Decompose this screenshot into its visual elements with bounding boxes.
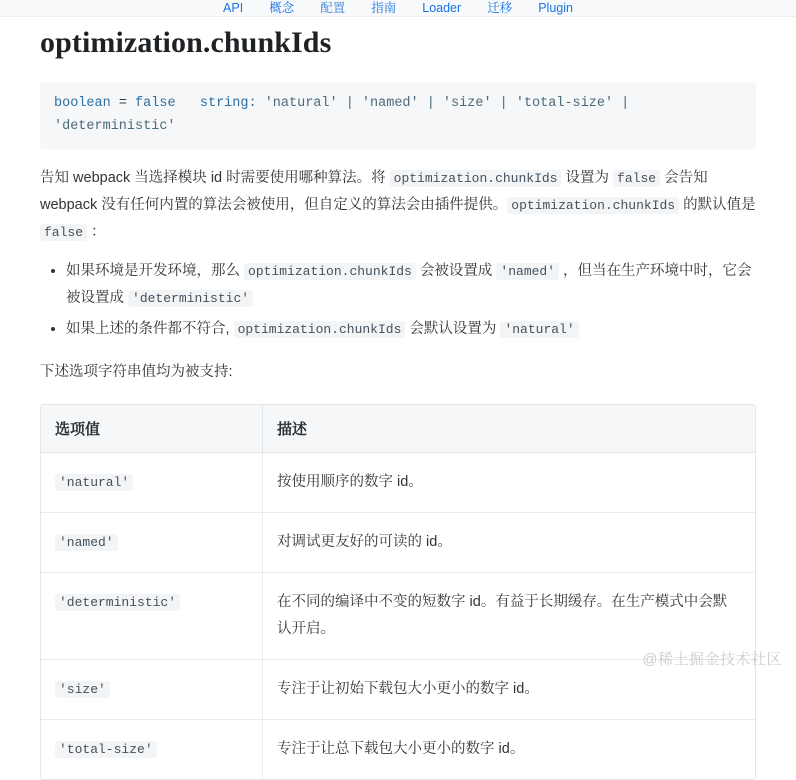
nav-item-loader[interactable]: Loader [422,1,462,15]
bullet2-text-1: 如果上述的条件都不符合, [66,321,234,337]
table-cell-desc: 按使用顺序的数字 id。 [263,453,756,513]
table-cell-value [41,573,263,660]
bullet2-code-2: 'natural' [500,321,578,338]
table-header-value: 选项值 [41,405,263,453]
table-row [41,513,755,573]
watermark: @稀土掘金技术社区 [642,651,782,668]
signature-equals: = [118,96,127,111]
desc-text-2: 设置为 [561,170,614,186]
behavior-list [40,258,756,343]
nav-item-concepts[interactable]: 概念 [269,1,295,15]
table-cell-desc: 在不同的编译中不变的短数字 id。有益于长期缓存。在生产模式中会默认开启。 [263,573,756,660]
table-row [41,573,755,660]
nav-item-guides[interactable]: 指南 [371,1,397,15]
signature-default: false [135,96,176,111]
table-header-row [41,405,755,453]
list-item [66,258,756,312]
nav-item-api[interactable]: API [223,1,244,15]
option-value-deterministic: 'deterministic' [55,594,180,611]
table-header-desc: 描述 [263,405,756,453]
option-value-size: 'size' [55,681,110,698]
table-cell-value [41,513,263,573]
desc-text-3: 会告知 webpack 没有任何内置的算法会被使用，但自定义的算法会由插件提供。 [40,170,708,213]
signature-type: boolean [54,96,111,111]
desc-text-4: 的默认值是 [679,197,756,213]
description-paragraph [40,165,756,246]
bullet1-code-3: 'deterministic' [128,290,253,307]
desc-text-1: 告知 webpack 当选择模块 id 时需要使用哪种算法。将 [40,170,390,186]
option-value-total-size: 'total-size' [55,741,157,758]
page-title: optimization.chunkIds [40,26,332,59]
table-intro: 下述选项字符串值均为被支持: [40,364,233,380]
table-row [41,660,755,720]
table-cell-value [41,720,263,780]
bullet1-code-1: optimization.chunkIds [244,263,416,280]
table-cell-desc: 专注于让总下载包大小更小的数字 id。 [277,741,525,757]
type-signature [40,82,756,149]
bullet1-code-2: 'named' [496,263,559,280]
bullet1-text-2: 会被设置成 [415,263,497,279]
table-row [41,720,755,780]
desc-code-1: optimization.chunkIds [390,170,562,187]
options-table [41,405,755,779]
table-cell-desc: 对调试更友好的可读的 id。 [263,513,756,573]
nav-item-plugin[interactable]: Plugin [538,1,573,15]
nav-item-migrate[interactable]: 迁移 [487,1,513,15]
desc-code-2: false [613,170,660,187]
signature-string-type: string: [199,96,257,111]
option-value-named: 'named' [55,534,118,551]
table-head [41,405,755,453]
top-navigation [0,0,796,17]
bullet2-code-1: optimization.chunkIds [234,321,406,338]
table-cell-value [41,660,263,720]
table-row [41,453,755,513]
nav-item-configuration[interactable]: 配置 [320,1,346,15]
option-value-natural: 'natural' [55,474,133,491]
bullet1-text-3: ，但当在生产环境中时，它会被设置成 [66,263,752,306]
bullet1-text-1: 如果环境是开发环境，那么 [66,263,245,279]
desc-text-5: ： [87,224,106,240]
desc-code-3: optimization.chunkIds [507,197,679,214]
options-table-wrapper [40,404,756,780]
table-body [41,453,755,780]
list-item [66,316,756,343]
desc-code-4: false [40,224,87,241]
bullet2-text-2: 会默认设置为 [405,321,501,337]
signature-values: 'natural' | 'named' | 'size' | 'total-size' | 'deterministic' [54,96,630,134]
table-cell-desc: 专注于让初始下载包大小更小的数字 id。 [263,660,756,720]
article-content [0,16,796,780]
table-cell-value [41,453,263,513]
